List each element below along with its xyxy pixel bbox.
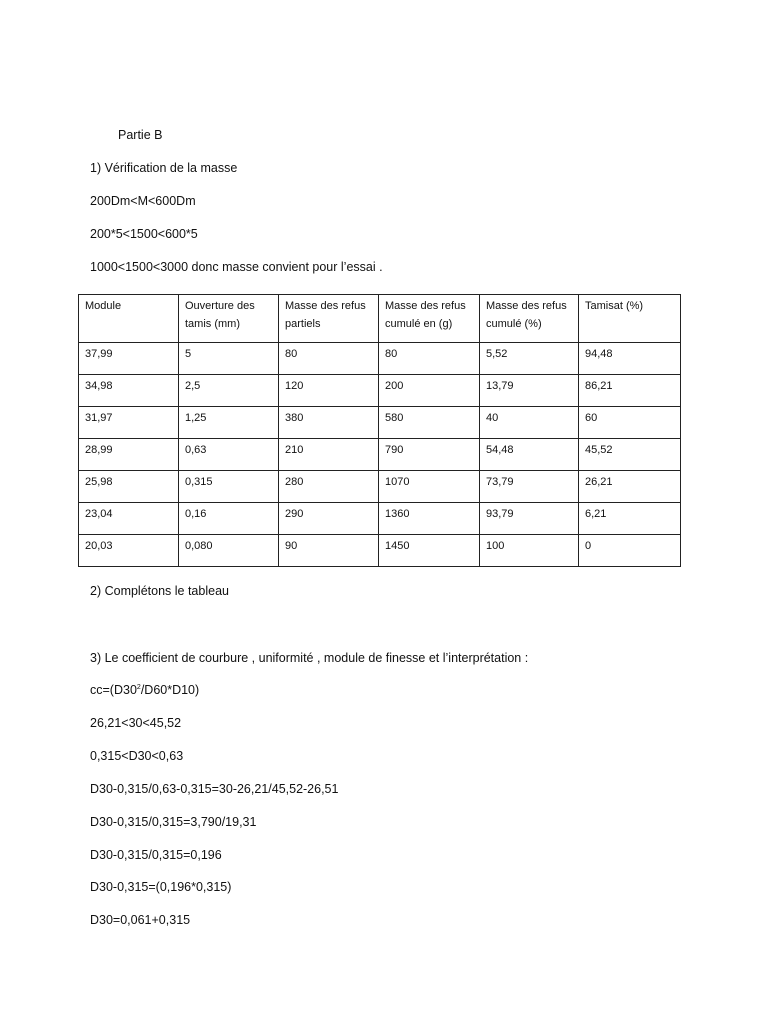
cc-formula-suffix: /D60*D10) — [140, 683, 200, 697]
table-cell: 20,03 — [79, 535, 179, 567]
section2-title: 2) Complétons le tableau — [90, 584, 229, 598]
table-cell: 40 — [480, 407, 579, 439]
cc-formula-prefix: cc=(D30 — [90, 683, 137, 697]
table-cell: 1,25 — [179, 407, 279, 439]
table-cell: 0,315 — [179, 471, 279, 503]
section3-title: 3) Le coefficient de courbure , uniformité , module de finesse et l’interprétation : — [90, 651, 529, 665]
table-cell: 380 — [279, 407, 379, 439]
table-cell: 210 — [279, 439, 379, 471]
table-cell: 94,48 — [579, 343, 681, 375]
table-cell: 45,52 — [579, 439, 681, 471]
table-cell: 0,080 — [179, 535, 279, 567]
table-cell: 23,04 — [79, 503, 179, 535]
calc-line: D30-0,315/0,315=0,196 — [90, 848, 222, 862]
table-cell: 1360 — [379, 503, 480, 535]
table-row — [79, 535, 681, 567]
table-cell: 54,48 — [480, 439, 579, 471]
table-row — [79, 503, 681, 535]
sieve-analysis-table — [78, 294, 681, 567]
table-cell: 25,98 — [79, 471, 179, 503]
table-cell: 5,52 — [480, 343, 579, 375]
mass-calculation-line: 200*5<1500<600*5 — [90, 227, 198, 241]
mass-condition-line: 200Dm<M<600Dm — [90, 194, 196, 208]
section-heading: Partie B — [118, 128, 163, 142]
mass-conclusion-line: 1000<1500<3000 donc masse convient pour l’essai . — [90, 260, 383, 274]
table-cell: 90 — [279, 535, 379, 567]
header-passing-pct: Tamisat (%) — [579, 295, 681, 343]
calc-line: D30-0,315=(0,196*0,315) — [90, 880, 232, 894]
table-cell: 34,98 — [79, 375, 179, 407]
table-cell: 0,63 — [179, 439, 279, 471]
table-cell: 37,99 — [79, 343, 179, 375]
table-row — [79, 407, 681, 439]
table-cell: 80 — [379, 343, 480, 375]
calc-line: D30-0,315/0,63-0,315=30-26,21/45,52-26,51 — [90, 782, 339, 796]
table-cell: 31,97 — [79, 407, 179, 439]
table-cell: 100 — [480, 535, 579, 567]
calc-line: 26,21<30<45,52 — [90, 716, 182, 730]
calc-line: 0,315<D30<0,63 — [90, 749, 184, 763]
calc-line: D30=0,061+0,315 — [90, 913, 191, 927]
header-sieve-opening: Ouverture des tamis (mm) — [179, 295, 279, 343]
table-cell: 28,99 — [79, 439, 179, 471]
table-cell: 26,21 — [579, 471, 681, 503]
table-cell: 73,79 — [480, 471, 579, 503]
table-cell: 1070 — [379, 471, 480, 503]
table-cell: 290 — [279, 503, 379, 535]
header-partial-residue: Masse des refus partiels — [279, 295, 379, 343]
table-cell: 200 — [379, 375, 480, 407]
table-cell: 93,79 — [480, 503, 579, 535]
header-cumulative-residue-g: Masse des refus cumulé en (g) — [379, 295, 480, 343]
table-cell: 790 — [379, 439, 480, 471]
table-row — [79, 439, 681, 471]
cc-formula-superscript: 2 — [136, 683, 141, 691]
table-cell: 2,5 — [179, 375, 279, 407]
table-header-row — [79, 295, 681, 343]
table-cell: 280 — [279, 471, 379, 503]
table-cell: 13,79 — [480, 375, 579, 407]
table-row — [79, 343, 681, 375]
table-cell: 0 — [579, 535, 681, 567]
table-row — [79, 375, 681, 407]
table-cell: 6,21 — [579, 503, 681, 535]
table-cell: 0,16 — [179, 503, 279, 535]
cc-formula — [90, 682, 199, 698]
table-cell: 80 — [279, 343, 379, 375]
calc-line: D30-0,315/0,315=3,790/19,31 — [90, 815, 257, 829]
table-cell: 580 — [379, 407, 480, 439]
table-cell: 1450 — [379, 535, 480, 567]
table-cell: 60 — [579, 407, 681, 439]
section1-title: 1) Vérification de la masse — [90, 161, 238, 175]
table-cell: 120 — [279, 375, 379, 407]
table-cell: 5 — [179, 343, 279, 375]
header-module: Module — [79, 295, 179, 343]
table-cell: 86,21 — [579, 375, 681, 407]
header-cumulative-residue-pct: Masse des refus cumulé (%) — [480, 295, 579, 343]
table-row — [79, 471, 681, 503]
